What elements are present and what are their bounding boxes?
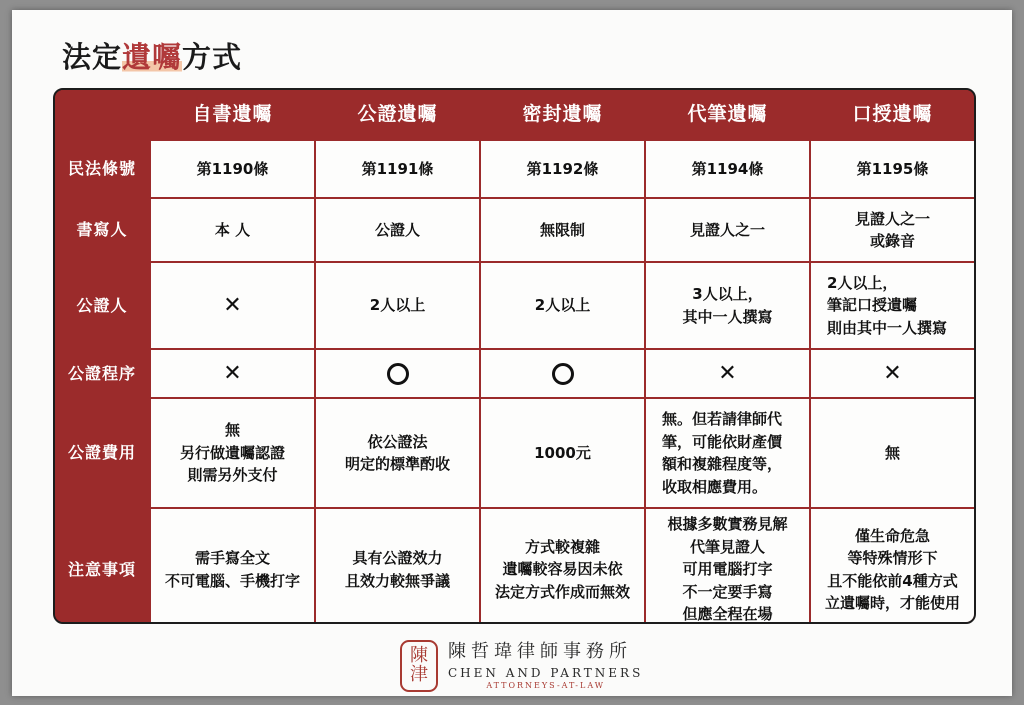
column-header: 公證遺囑 [316,90,479,139]
table-cell: 第1195條 [811,141,974,197]
table-cell: 2人以上 [481,263,644,348]
comparison-table [53,88,976,624]
title-prefix: 法定 [62,40,123,74]
table-cell-yes [316,350,479,397]
firm-name-zh: 陳哲瑋律師事務所 [448,641,632,662]
column-header: 密封遺囑 [481,90,644,139]
table-cell: 第1190條 [151,141,314,197]
table-cell: 根據多數實務見解 代筆見證人 可用電腦打字 不一定要手寫 但應全程在場 [646,509,809,624]
footer-logo [400,638,643,694]
firm-subtitle: ATTORNEYS-AT-LAW [486,681,605,691]
table-cell: 無限制 [481,199,644,261]
table-cell: 第1192條 [481,141,644,197]
row-header: 公證程序 [55,350,149,397]
table-cell: 無 另行做遺囑認證 則需另外支付 [151,399,314,507]
table-cell: 見證人之一 [646,199,809,261]
column-header: 自書遺囑 [151,90,314,139]
table-cell-no: ✕ [151,263,314,348]
row-header: 注意事項 [55,509,149,624]
table-cell: 需手寫全文 不可電腦、手機打字 [151,509,314,624]
title-highlight: 遺囑 [122,40,183,74]
table-cell: 具有公證效力 且效力較無爭議 [316,509,479,624]
table-corner [55,90,149,139]
circle-mark-icon [552,363,574,385]
table-cell: 第1194條 [646,141,809,197]
title-suffix: 方式 [182,40,243,74]
infographic-card [12,10,1012,696]
table-cell: 本 人 [151,199,314,261]
firm-name-en: CHEN AND PARTNERS [448,665,644,680]
table-cell: 3人以上， 其中一人撰寫 [646,263,809,348]
table-cell-no: ✕ [811,350,974,397]
table-cell: 見證人之一 或錄音 [811,199,974,261]
table-cell-no: ✕ [646,350,809,397]
table-cell: 2人以上， 筆記口授遺囑 則由其中一人撰寫 [811,263,974,348]
table-cell: 1000元 [481,399,644,507]
row-header: 公證人 [55,263,149,348]
table-cell: 公證人 [316,199,479,261]
seal-logo [400,640,438,692]
table-cell: 依公證法 明定的標準酌收 [316,399,479,507]
column-header: 代筆遺囑 [646,90,809,139]
table-cell: 僅生命危急 等特殊情形下 且不能依前4種方式 立遺囑時，才能使用 [811,509,974,624]
table-cell-no: ✕ [151,350,314,397]
table-cell: 無。但若請律師代 筆，可能依財產價 額和複雜程度等， 收取相應費用。 [646,399,809,507]
seal-char: 陳 [410,645,428,667]
table-cell-yes [481,350,644,397]
firm-name-block [448,641,643,691]
table-cell: 第1191條 [316,141,479,197]
row-header: 公證費用 [55,399,149,507]
page-title [62,35,242,76]
table-cell: 無 [811,399,974,507]
row-header: 民法條號 [55,141,149,197]
row-header: 書寫人 [55,199,149,261]
circle-mark-icon [387,363,409,385]
table-cell: 2人以上 [316,263,479,348]
column-header: 口授遺囑 [811,90,974,139]
seal-char: 津 [410,664,428,685]
table-cell: 方式較複雜 遺囑較容易因未依 法定方式作成而無效 [481,509,644,624]
